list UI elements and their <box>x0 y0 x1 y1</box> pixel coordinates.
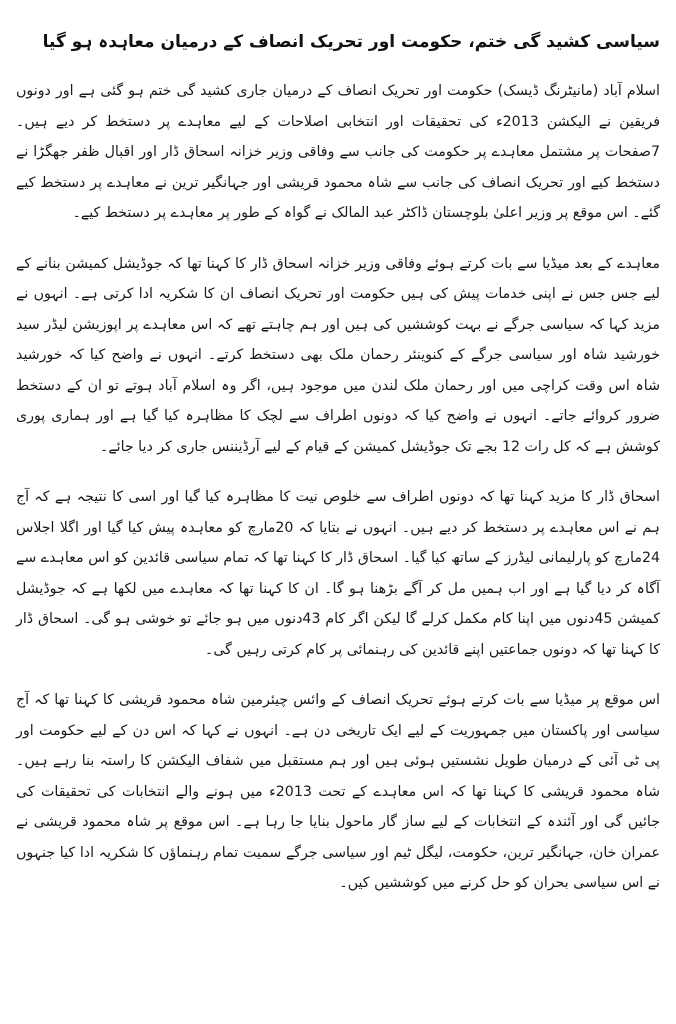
article-paragraph-3: اسحاق ڈار کا مزید کہنا تھا کہ دونوں اطراف سے خلوص نیت کا مظاہرہ کیا گیا اور اسی کا نتیجہ ہے کہ آج ہم نے اس معاہدے پر دستخط کر دیے ہیں۔ انہوں نے بتایا کہ 20مارچ کو معاہدہ پیش کیا گیا اور اگلا اجلاس 24مارچ کو پارلیمانی لیڈرز کے ساتھ کیا گیا۔ اسحاق ڈار کا کہنا تھا کہ تمام سیاسی قائدین کو اس معاہدے سے آگاہ کر دیا گیا ہے اور اب ہمیں مل کر آگے بڑھنا ہو گا۔ ان کا کہنا تھا کہ معاہدے میں لکھا ہے کہ جوڈیشل کمیشن 45دنوں میں اپنا کام مکمل کرلے گا لیکن اگر کام 43دنوں میں ہو جائے تو خوشی ہو گی۔ اسحاق ڈار کا کہنا تھا کہ دونوں جماعتیں اپنے قائدین کی رہنمائی پر کام کرتی رہیں گی۔ <box>16 489 660 658</box>
article-paragraph-4: اس موقع پر میڈیا سے بات کرتے ہوئے تحریک انصاف کے وائس چیئرمین شاہ محمود قریشی کا کہنا تھا کہ آج سیاسی اور پاکستان میں جمہوریت کے لیے ایک تاریخی دن ہے۔ انہوں نے کہا کہ اس دن کے لیے حکومت اور پی ٹی آئی کے درمیان طویل نشستیں ہوئی ہیں اور ہم مستقبل میں شفاف الیکشن کا راستہ بنا رہے ہیں۔ شاہ محمود قریشی کا کہنا تھا کہ اس معاہدے کے تحت 2013ء میں ہونے والے انتخابات کی تحقیقات کی جائیں گی اور آئندہ کے انتخابات کے لیے ساز گار ماحول بنایا جا رہا ہے۔ اس موقع پر شاہ محمود قریشی نے عمران خان، جہانگیر ترین، حکومت، لیگل ٹیم اور سیاسی جرگے سمیت تمام رہنماؤں کا شکریہ ادا کیا جنہوں نے اس سیاسی بحران کو حل کرنے میں کوششیں کیں۔ <box>16 692 660 891</box>
article-paragraph-2: معاہدے کے بعد میڈیا سے بات کرتے ہوئے وفاقی وزیر خزانہ اسحاق ڈار کا کہنا تھا کہ جوڈیشل کمیشن بنانے کے لیے جس جس نے اپنی خدمات پیش کی ہیں حکومت اور تحریک انصاف ان کا شکریہ ادا کرتی ہے۔ انہوں نے مزید کہا کہ سیاسی جرگے نے بہت کوششیں کی ہیں اور ہم چاہتے تھے کہ اس معاہدے پر اپوزیشن لیڈر سید خورشید شاہ اور سیاسی جرگے کے کنوینئر رحمان ملک بھی دستخط کرتے۔ انہوں نے واضح کیا کہ خورشید شاہ اس وقت کراچی میں اور رحمان ملک لندن میں موجود ہیں، اگر وہ اسلام آباد ہوتے تو ان کے دستخط ضرور کروائے جاتے۔ انہوں نے واضح کیا کہ دونوں اطراف سے لچک کا مظاہرہ کیا گیا ہے اور ہماری پوری کوشش ہے کہ کل رات 12 بجے تک جوڈیشل کمیشن کے قیام کے لیے آرڈیننس جاری کر دیا جائے۔ <box>16 255 660 455</box>
article-headline: سیاسی کشید گی ختم، حکومت اور تحریک انصاف کے درمیان معاہدہ ہو گیا <box>42 32 660 52</box>
article-paragraph-1: اسلام آباد (مانیٹرنگ ڈیسک) حکومت اور تحریک انصاف کے درمیان جاری کشید گی ختم ہو گئی ہے اور دونوں فریقین نے الیکشن 2013ء کی تحقیقات اور انتخابی اصلاحات کے لیے معاہدے پر دستخط کر دیے ہیں۔ 7صفحات پر مشتمل معاہدے پر حکومت کی جانب سے وفاقی وزیر خزانہ اسحاق ڈار اور اقبال ظفر جھگڑا نے دستخط کیے اور تحریک انصاف کی جانب سے شاہ محمود قریشی اور جہانگیر ترین نے معاہدے پر دستخط کیے گئے۔ اس موقع پر وزیر اعلیٰ بلوچستان ڈاکٹر عبد المالک نے گواہ کے طور پر معاہدے پر دستخط کیے۔ <box>16 83 660 221</box>
